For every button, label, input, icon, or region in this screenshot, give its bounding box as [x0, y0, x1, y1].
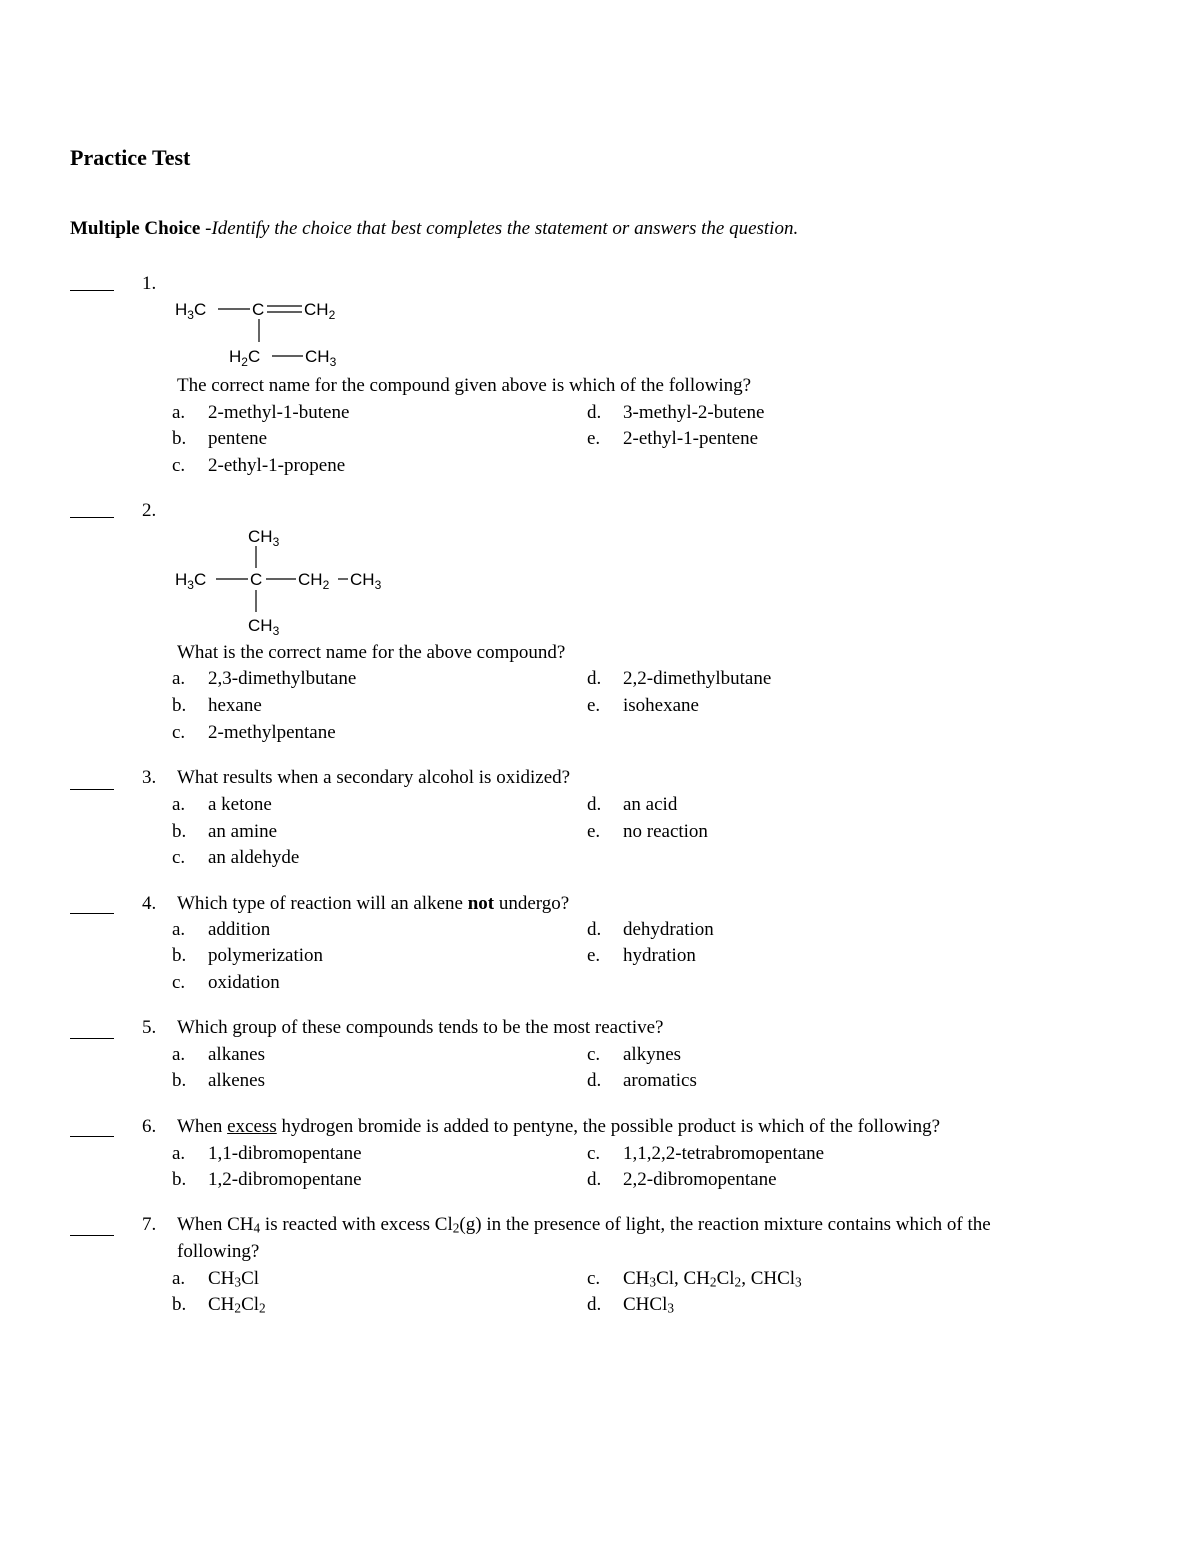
mol2-c: C [250, 570, 263, 589]
molecule-2-structure [170, 522, 400, 640]
q6-option-d[interactable]: d. 2,2-dibromopentane [587, 1169, 777, 1190]
mol2-ch3: $CH_3$ [350, 570, 382, 592]
mol2-top-ch3: $CH_3$ [248, 527, 280, 549]
instructions-separator: - [200, 218, 212, 239]
q1-option-d[interactable]: d. 3-methyl-2-butene [587, 402, 765, 423]
question-number-5: 5. [142, 1017, 157, 1038]
question-stem-2: What is the correct name for the above compound? [177, 642, 566, 663]
mol1-ch2: $CH_2$ [304, 300, 336, 322]
question-stem-4: Which type of reaction will an alkene not undergo? [177, 893, 570, 914]
q1-option-a[interactable]: a. 2-methyl-1-butene [172, 402, 350, 423]
emphasis-not: not [467, 893, 495, 914]
question-number-3: 3. [142, 767, 157, 788]
answer-blank-1[interactable] [70, 290, 114, 291]
q5-option-a[interactable]: a. alkanes [172, 1044, 265, 1065]
q4-option-a[interactable]: a. addition [172, 919, 271, 940]
q2-option-b[interactable]: b. hexane [172, 695, 262, 716]
answer-blank-2[interactable] [70, 517, 114, 518]
q7-option-a[interactable]: a. $CH_3Cl$ [172, 1268, 260, 1290]
q5-option-b[interactable]: b. alkenes [172, 1070, 265, 1091]
q7-option-c[interactable]: c. $CH_3Cl$, $CH_2Cl_2$, CHCl$_3$ [587, 1268, 802, 1290]
page-title: Practice Test [70, 145, 191, 170]
mol1-h2c: $H_2C$ [229, 347, 261, 369]
q3-option-e[interactable]: e. no reaction [587, 821, 708, 842]
answer-blank-7[interactable] [70, 1235, 114, 1236]
instructions [70, 218, 798, 240]
section-label: Multiple Choice [70, 218, 201, 239]
q6-option-a[interactable]: a. 1,1-dibromopentane [172, 1143, 362, 1164]
q2-option-a[interactable]: a. 2,3-dimethylbutane [172, 668, 357, 689]
q4-option-e[interactable]: e. hydration [587, 945, 696, 966]
q1-option-e[interactable]: e. 2-ethyl-1-pentene [587, 428, 759, 449]
question-number-4: 4. [142, 893, 157, 914]
mol1-ch3: $CH_3$ [305, 347, 337, 369]
question-stem-1: The correct name for the compound given above is which of the following? [177, 375, 752, 396]
q3-option-d[interactable]: d. an acid [587, 794, 678, 815]
q2-option-e[interactable]: e. isohexane [587, 695, 699, 716]
mol1-c: C [252, 300, 265, 319]
q1-option-b[interactable]: b. pentene [172, 428, 268, 449]
q2-option-c[interactable]: c. 2-methylpentane [172, 722, 336, 743]
q4-option-b[interactable]: b. polymerization [172, 945, 324, 966]
q1-option-c[interactable]: c. 2-ethyl-1-propene [172, 455, 346, 476]
question-number-2: 2. [142, 500, 157, 521]
q6-option-b[interactable]: b. 1,2-dibromopentane [172, 1169, 362, 1190]
q5-option-d[interactable]: d. aromatics [587, 1070, 697, 1091]
question-number-7: 7. [142, 1214, 157, 1235]
mol2-bottom-ch3: $CH_3$ [248, 616, 280, 638]
q3-option-c[interactable]: c. an aldehyde [172, 847, 300, 868]
mol2-ch2: $CH_2$ [298, 570, 330, 592]
question-number-1: 1. [142, 273, 157, 294]
question-stem-7: When $CH_4$ is reacted with excess $Cl_2(g)$ in the presence of light, the reaction mixture contains which of the [177, 1214, 991, 1236]
question-stem-7-line2: following? [177, 1241, 260, 1262]
question-stem-3: What results when a secondary alcohol is oxidized? [177, 767, 571, 788]
answer-blank-5[interactable] [70, 1038, 114, 1039]
q7-option-d[interactable]: d. CHCl$_3$ [587, 1294, 675, 1316]
mol2-h3c: $H_3C$ [175, 570, 207, 592]
question-stem-5: Which group of these compounds tends to be the most reactive? [177, 1017, 664, 1038]
instructions-text: Identify the choice that best completes the statement or answers the question. [211, 218, 799, 239]
mol1-h3c: $H_3C$ [175, 300, 207, 322]
q4-option-c[interactable]: c. oxidation [172, 972, 280, 993]
q6-option-c[interactable]: c. 1,1,2,2-tetrabromopentane [587, 1143, 825, 1164]
q4-option-d[interactable]: d. dehydration [587, 919, 714, 940]
question-number-6: 6. [142, 1116, 157, 1137]
answer-blank-3[interactable] [70, 789, 114, 790]
answer-blank-4[interactable] [70, 913, 114, 914]
q3-option-a[interactable]: a. a ketone [172, 794, 272, 815]
answer-blank-6[interactable] [70, 1136, 114, 1137]
molecule-1-structure [170, 292, 370, 370]
q3-option-b[interactable]: b. an amine [172, 821, 278, 842]
q5-option-c[interactable]: c. alkynes [587, 1044, 682, 1065]
emphasis-excess: excess [227, 1116, 277, 1137]
q2-option-d[interactable]: d. 2,2-dimethylbutane [587, 668, 772, 689]
q7-option-b[interactable]: b. $CH_2Cl_2$ [172, 1294, 266, 1316]
question-stem-6: When excess hydrogen bromide is added to pentyne, the possible product is which of the following? [177, 1116, 941, 1137]
